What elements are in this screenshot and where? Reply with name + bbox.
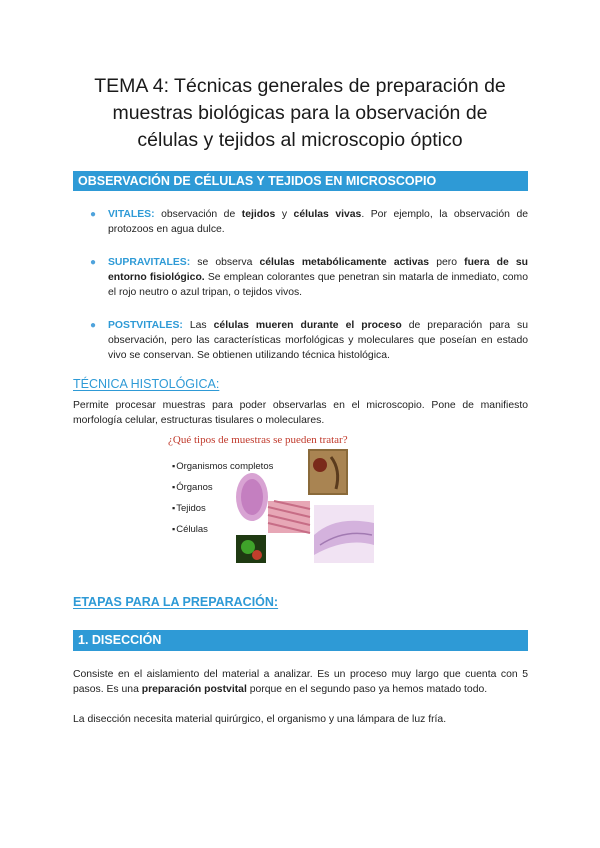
bullet-bold: tejidos: [241, 209, 276, 220]
title-line-3: células y tejidos al microscopio óptico: [137, 129, 463, 151]
bullet-text: Se emplean colorantes que penetran sin matarla de inmediato, como el rojo neutro o azul tripan, o tejidos vivos.: [108, 272, 528, 298]
figure-title: ¿Qué tipos de muestras se pueden tratar?: [168, 434, 348, 446]
bullet-text: observación de: [154, 209, 242, 220]
figure-list-item: ▪ Organismos completos: [172, 456, 273, 477]
page-title: [40, 73, 560, 154]
paragraph-diseccion-1: [73, 667, 528, 697]
title-line-1: TEMA 4: Técnicas generales de preparación de: [94, 75, 506, 97]
organism-photo-inner: [310, 451, 346, 493]
bullet-keyword: VITALES:: [108, 209, 155, 220]
bullet-bold: células mueren durante el proceso: [213, 320, 402, 331]
organism-photo-spot: [313, 458, 327, 472]
paragraph-bold: preparación postvital: [141, 684, 247, 695]
section-heading-observacion: OBSERVACIÓN DE CÉLULAS Y TEJIDOS EN MICROSCOPIO: [73, 171, 528, 191]
micrographs-image: [236, 445, 376, 565]
bullet-keyword: SUPRAVITALES:: [108, 257, 191, 268]
list-item-vitales: [73, 207, 528, 237]
list-item-supravitales: [73, 255, 528, 300]
section-heading-diseccion: 1. DISECCIÓN: [73, 630, 528, 651]
bullet-text: de preparación para su observación, pero las características morfológicas y moleculares que poseían en estado vivo se conservan. Se obtienen utilizando técnica histológica.: [108, 320, 528, 361]
bullet-keyword: POSTVITALES:: [108, 320, 183, 331]
bullet-icon: ●: [90, 257, 97, 268]
bullet-bold: fuera de su entorno fisiológico.: [108, 257, 529, 283]
bullet-text: Las: [182, 320, 214, 331]
bullet-bold: células metabólicamente activas: [259, 257, 430, 268]
bullet-icon: ●: [90, 320, 97, 331]
figure-list-item: ▪ Órganos: [172, 477, 273, 498]
title-line-2: muestras biológicas para la observación de: [112, 102, 488, 124]
bullet-text: y: [275, 209, 294, 220]
paragraph-text: Consiste en el aislamiento del material a analizar. Es un proceso muy largo que cuenta con 5 pasos. Es una: [73, 669, 528, 695]
cell-2: [252, 550, 262, 560]
cell-1: [241, 540, 255, 554]
paragraph-text: porque en el segundo paso ya hemos matado todo.: [246, 684, 488, 695]
heading-etapas: ETAPAS PARA LA PREPARACIÓN:: [73, 595, 279, 609]
list-item-postvitales: [73, 318, 528, 363]
bullet-text: se observa: [190, 257, 260, 268]
bullet-text: . Por ejemplo, la observación de protozoos en agua dulce.: [108, 209, 529, 235]
paragraph-diseccion-2: La disección necesita material quirúrgico, el organismo y una lámpara de luz fría.: [73, 714, 447, 725]
organ-photo-inner: [241, 479, 263, 515]
bullet-text: pero: [429, 257, 465, 268]
figure-list-item: ▪ Tejidos: [172, 498, 273, 519]
heading-tecnica-histologica: TÉCNICA HISTOLÓGICA:: [73, 377, 220, 391]
tissue-photo: [268, 501, 310, 533]
bullet-bold: células vivas: [293, 209, 362, 220]
figure-list-item: ▪ Células: [172, 519, 273, 540]
paragraph-histologica: Permite procesar muestras para poder observarlas en el microscopio. Pone de manifiesto morfología celular, estructuras tisulares o moleculares.: [73, 400, 528, 426]
histology-photo: [314, 505, 374, 563]
bullet-icon: ●: [90, 209, 97, 220]
